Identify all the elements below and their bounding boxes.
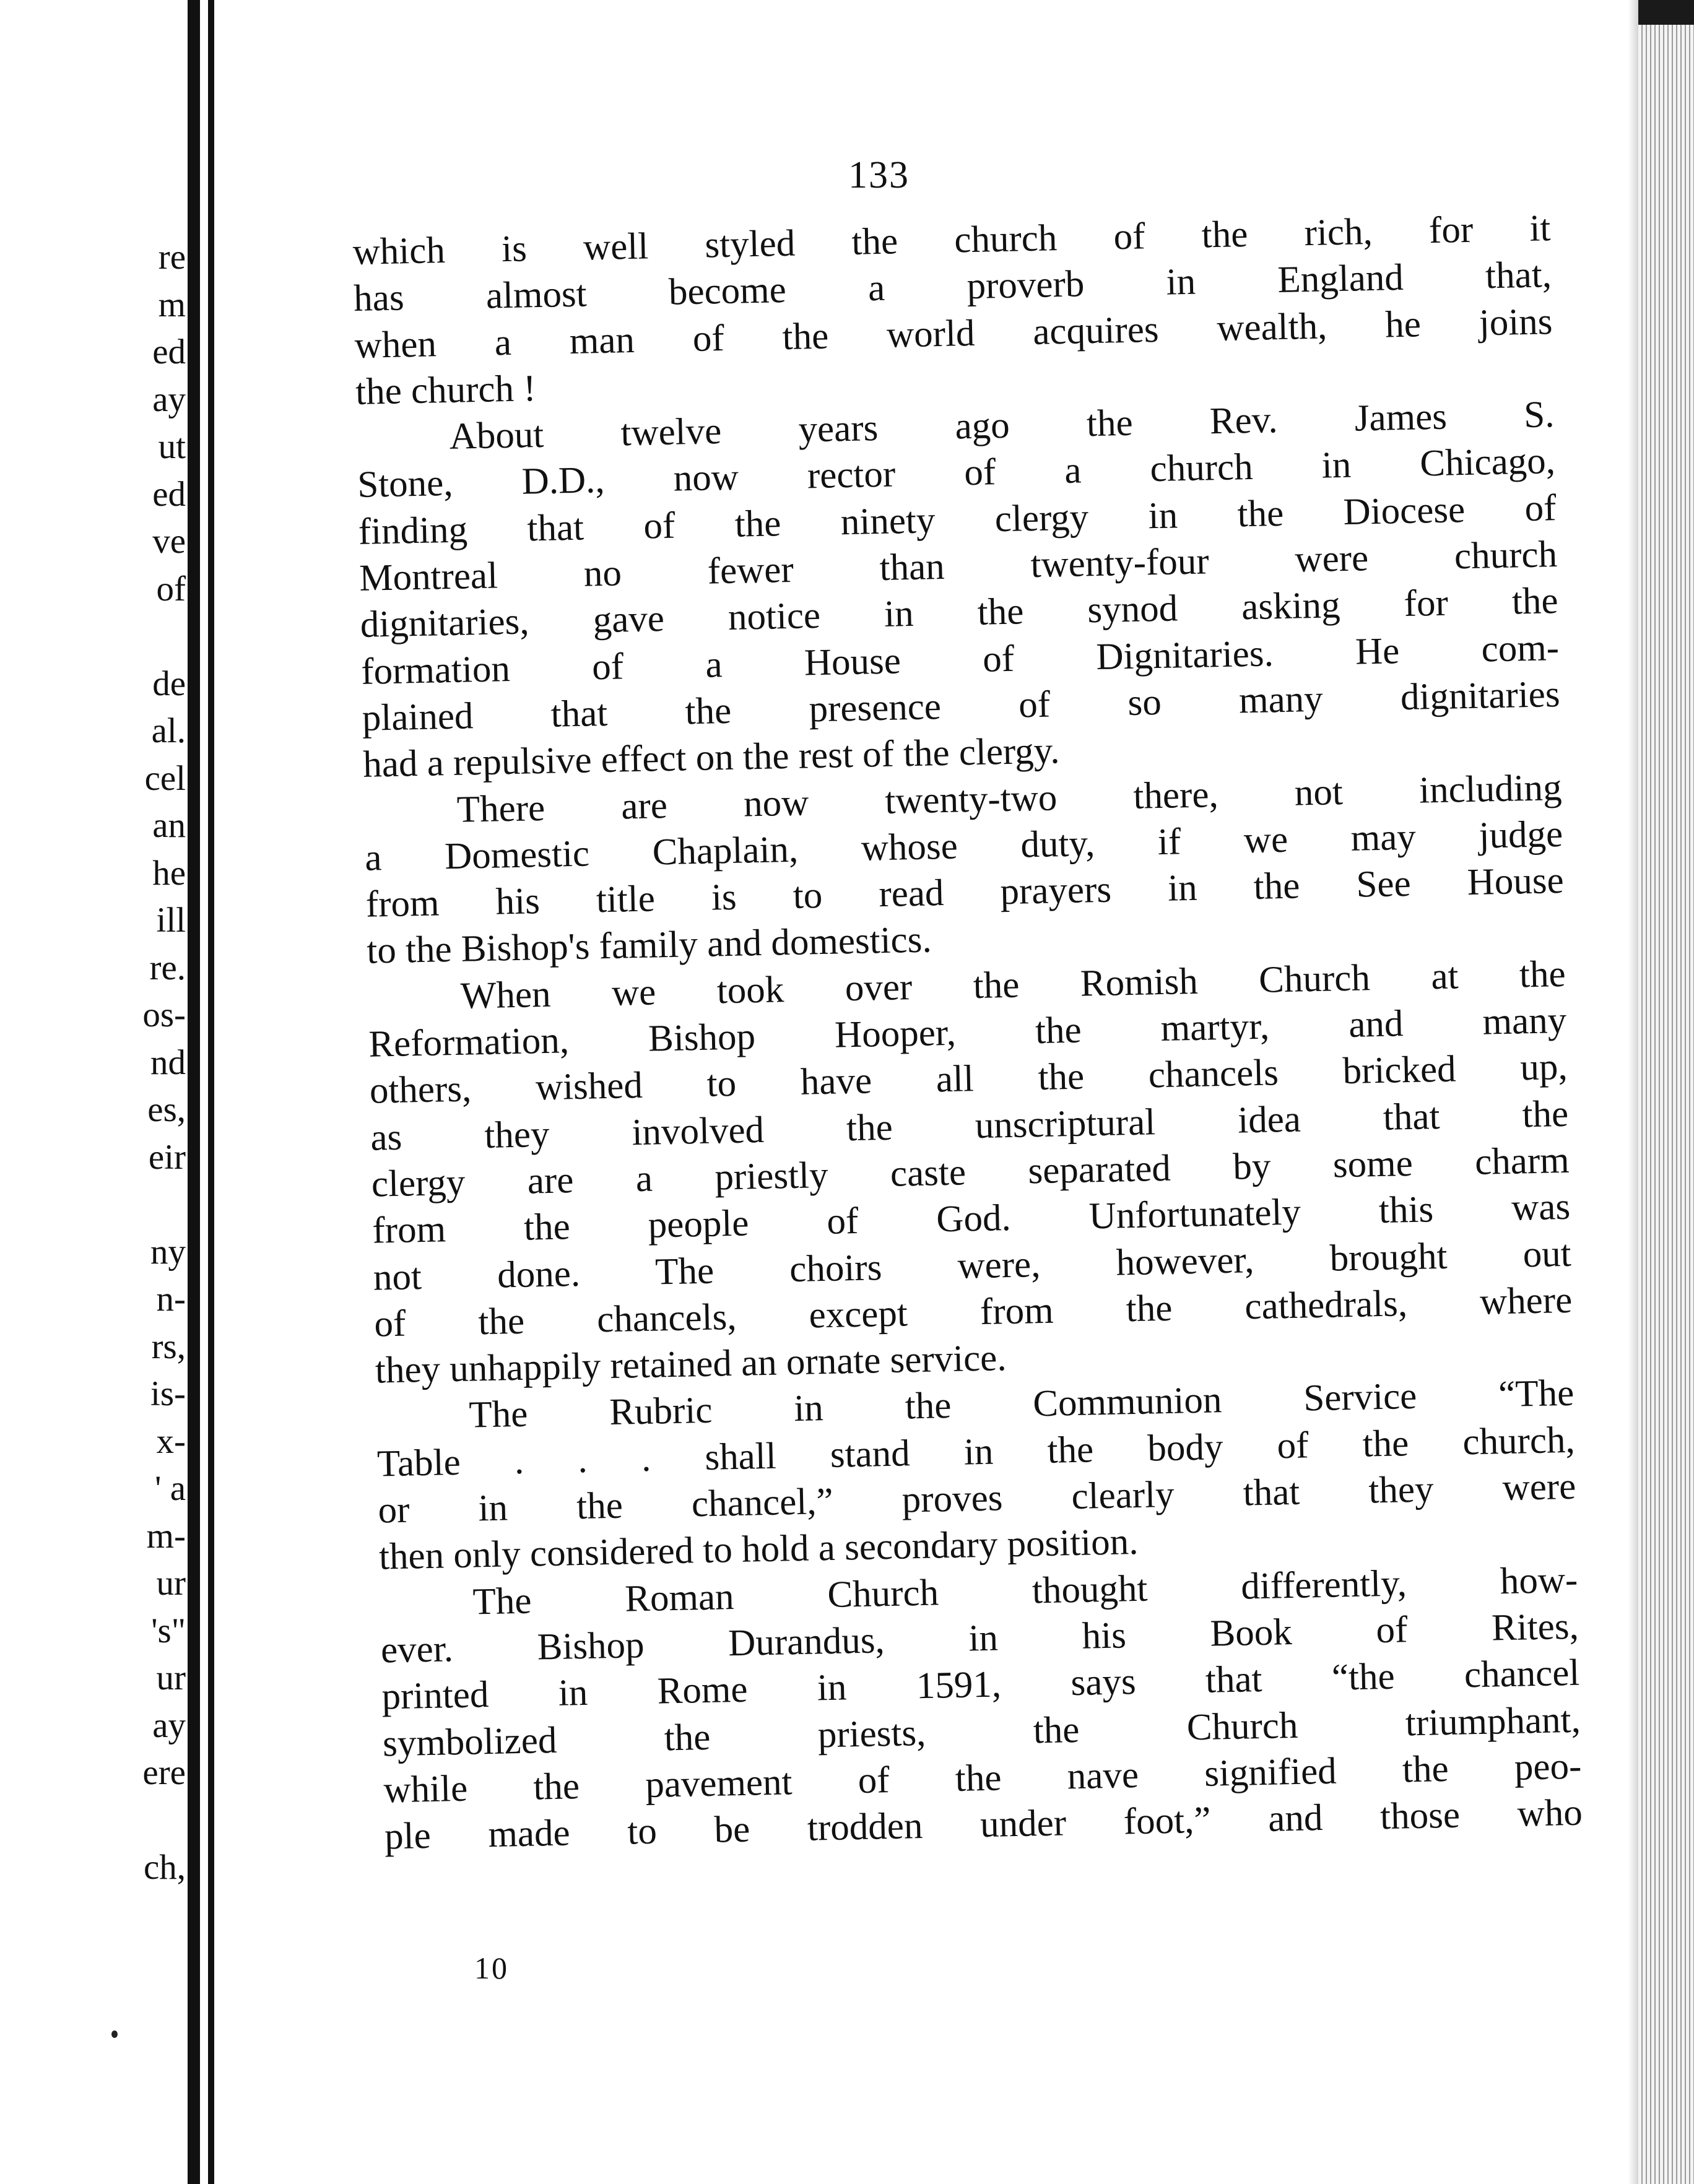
gutter-shadow [188, 0, 200, 2184]
text-line: symbolized the priests, the Church triumphant, [382, 1699, 1581, 1765]
text-line: not done. The choirs were, however, brought out [373, 1233, 1572, 1299]
gutter-line [208, 0, 214, 2184]
text-line: when a man of the world acquires wealth, he joins [354, 300, 1553, 366]
text-line: others, wished to have all the chancels bricked up, [369, 1046, 1568, 1112]
text-line: as they involved the unscriptural idea that the [370, 1093, 1569, 1159]
text-line: About twelve years ago the Rev. James S. [449, 394, 1555, 458]
fragment-line: m- [146, 1516, 186, 1556]
text-line: of the chancels, except from the cathedrals, where [373, 1279, 1573, 1345]
fragment-line: he [152, 853, 186, 893]
text-line: When we took over the Romish Church at the [460, 953, 1566, 1017]
ink-speck [111, 2030, 118, 2038]
text-line: a Domestic Chaplain, whose duty, if we may judge [364, 813, 1563, 879]
previous-page-fragment [0, 0, 186, 2184]
fragment-line: ere [142, 1753, 186, 1792]
text-line: ever. Bishop Durandus, in his Book of Rites, [380, 1605, 1579, 1671]
text-line: plained that the presence of so many dignitaries [362, 673, 1561, 739]
text-line: had a repulsive effect on the rest of the clergy. [362, 730, 1061, 786]
fragment-line: 's" [151, 1611, 186, 1650]
fragment-line: re [158, 238, 186, 277]
fragment-line [0, 1181, 186, 1229]
text-line: ple made to be trodden under foot,” and those who [384, 1792, 1583, 1858]
fragment-line: an [152, 806, 186, 845]
fragment-line: os- [142, 995, 186, 1034]
text-line: clergy are a priestly caste separated by some charm [371, 1139, 1570, 1205]
text-line: Montreal no fewer than twenty-four were church [358, 534, 1558, 599]
fragment-line: ed [152, 474, 186, 514]
fragment-line: re. [149, 948, 186, 987]
fragment-line [0, 1797, 186, 1845]
text-line: has almost become a proverb in England that, [353, 254, 1552, 320]
text-line: dignitaries, gave notice in the synod asking for the [360, 580, 1559, 646]
fragment-line: ay [152, 1705, 186, 1745]
fragment-line: n- [156, 1280, 186, 1319]
fragment-line: x- [156, 1421, 186, 1461]
text-line: finding that of the ninety clergy in the Diocese of [358, 487, 1557, 553]
previous-page-line-endings [0, 234, 186, 1892]
page-number: 133 [848, 154, 910, 196]
text-line: The Rubric in the Communion Service “The [468, 1372, 1575, 1437]
fragment-line: m [158, 285, 186, 324]
text-line: the church ! [355, 367, 537, 413]
text-line: The Roman Church thought differently, how- [472, 1559, 1578, 1623]
text-line: from the people of God. Unfortunately this was [371, 1186, 1571, 1252]
text-line: or in the chancel,” proves clearly that they were [377, 1465, 1576, 1532]
fragment-line: es, [147, 1090, 186, 1129]
signature-mark: 10 [474, 1951, 509, 1985]
fragment-line: eir [148, 1137, 186, 1177]
text-line: Reformation, Bishop Hooper, the martyr, and many [368, 999, 1567, 1065]
fragment-line: ' a [155, 1469, 186, 1508]
fragment-line: ny [150, 1232, 186, 1272]
fragment-line: ch, [143, 1848, 186, 1887]
text-line: Stone, D.D., now rector of a church in Chicago, [357, 440, 1556, 506]
book-page [214, 0, 1638, 2184]
text-line: There are now twenty-two there, not including [456, 766, 1563, 831]
fragment-line [0, 613, 186, 661]
fragment-line: ur [156, 1564, 186, 1603]
text-line: they unhappily retained an ornate service. [375, 1337, 1007, 1392]
text-line: then only considered to hold a secondary position. [378, 1521, 1139, 1578]
page-body-text [352, 205, 1583, 1860]
page-edges-top [1638, 0, 1694, 25]
fragment-line: ur [156, 1658, 186, 1697]
fragment-line: cel [144, 758, 186, 798]
fragment-line: ill [156, 901, 186, 940]
text-line: formation of a House of Dignitaries. He com- [360, 626, 1560, 693]
fragment-line: ay [152, 379, 186, 419]
fragment-line: ve [152, 522, 186, 561]
fragment-line: nd [150, 1042, 186, 1082]
text-line: which is well styled the church of the rich, for it [352, 207, 1552, 273]
fragment-line: ut [158, 427, 186, 466]
text-line: from his title is to read prayers in the See House [365, 860, 1565, 925]
fragment-line: is- [150, 1374, 186, 1413]
fragment-line: ed [152, 332, 186, 371]
fragment-line: rs, [151, 1327, 186, 1366]
fragment-line: de [152, 664, 186, 703]
text-line: printed in Rome in 1591, says that “the chancel [381, 1652, 1580, 1718]
page-edges [1638, 0, 1694, 2184]
fragment-line: al. [151, 711, 186, 750]
text-line: to the Bishop's family and domestics. [366, 919, 932, 973]
text-line: while the pavement of the nave signified the peo- [383, 1745, 1582, 1811]
text-line: Table . . . shall stand in the body of the church, [376, 1419, 1576, 1485]
fragment-line: of [156, 569, 186, 609]
